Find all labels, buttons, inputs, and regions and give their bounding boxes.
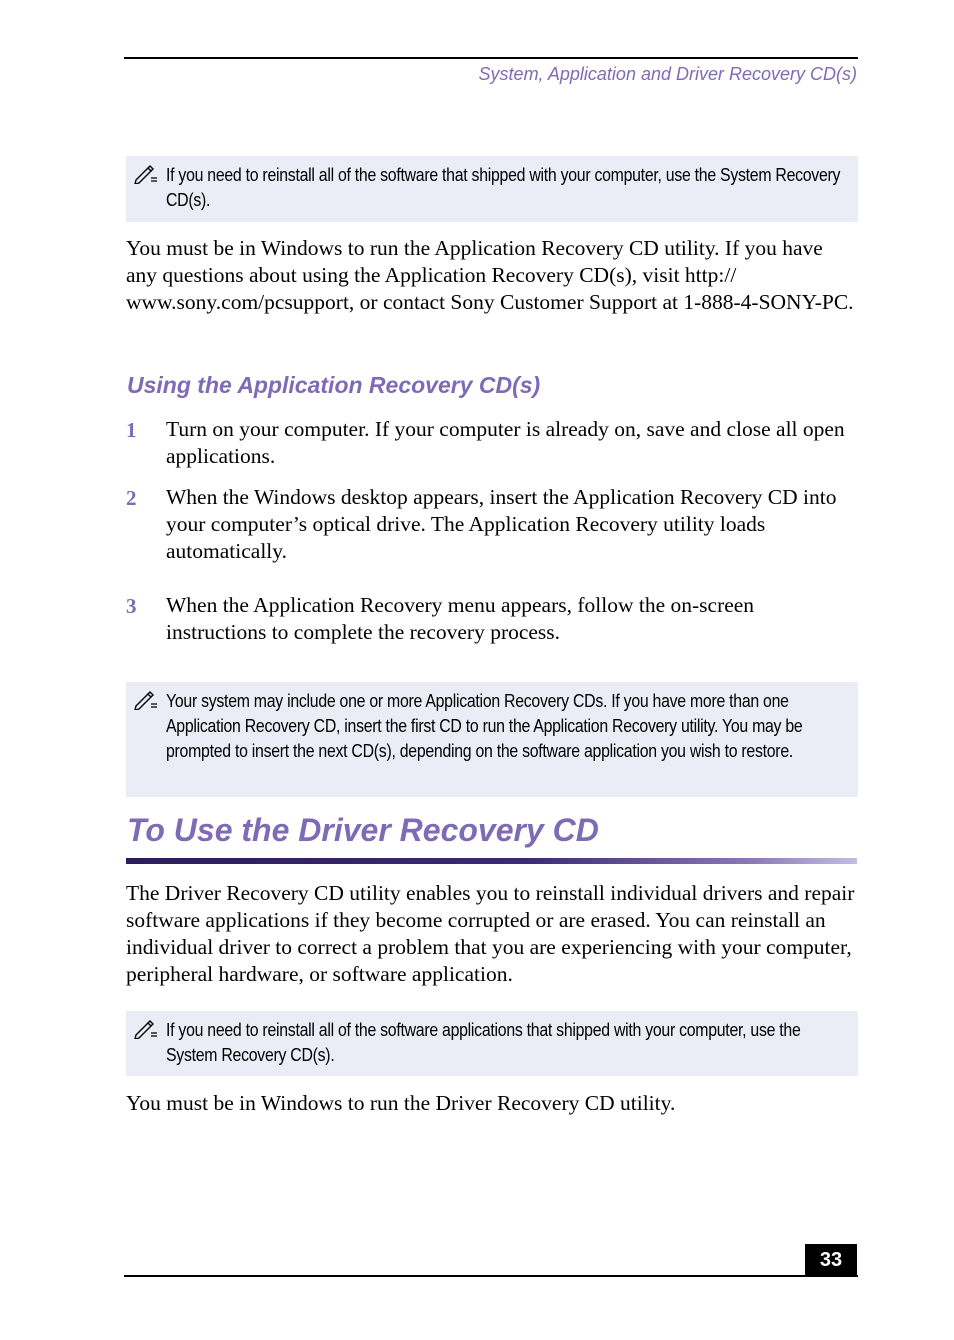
section-title: To Use the Driver Recovery CD [127, 812, 599, 848]
note-box [126, 156, 858, 222]
note-text: If you need to reinstall all of the software that shipped with your computer, use the System Recovery CD(s). [166, 165, 841, 210]
section-rule [126, 858, 857, 864]
pencil-note-icon [134, 1019, 158, 1039]
step-text: Turn on your computer. If your computer is already on, save and close all open applications. [166, 417, 845, 468]
subheading: Using the Application Recovery CD(s) [127, 372, 541, 398]
step-number: 3 [126, 594, 137, 618]
pencil-note-icon [134, 164, 158, 184]
step-number: 1 [126, 418, 137, 442]
header-rule [124, 57, 858, 59]
step-text: When the Windows desktop appears, insert the Application Recovery CD into your computer’s optical drive. The Application Recovery utility loads automatically. [166, 485, 837, 563]
step-number: 2 [126, 486, 137, 510]
closing-paragraph: You must be in Windows to run the Driver Recovery CD utility. [126, 1091, 676, 1115]
intro-paragraph: You must be in Windows to run the Application Recovery CD utility. If you have any questions about using the Application Recovery CD(s), visit http:// www.sony.com/pcsupport, or contact Sony Customer Support at 1-888-4-SONY-PC. [126, 236, 854, 314]
step-text: When the Application Recovery menu appears, follow the on-screen instructions to complete the recovery process. [166, 593, 755, 644]
page-number: 33 [805, 1244, 857, 1276]
section-paragraph: The Driver Recovery CD utility enables you to reinstall individual drivers and repair software applications if they become corrupted or are erased. You can reinstall an individual driver to correct a problem that you are experiencing with your computer, peripheral hardware, or software application. [126, 881, 855, 986]
note-box [126, 1011, 858, 1076]
note-text: Your system may include one or more Application Recovery CDs. If you have more than one Application Recovery CD, insert the first CD to run the Application Recovery utility. You may be prompted to insert the next CD(s), depending on the software application you wish to restore. [166, 691, 803, 761]
footer-rule [124, 1275, 858, 1277]
pencil-note-icon [134, 690, 158, 710]
running-header: System, Application and Driver Recovery CD(s) [478, 64, 857, 84]
note-box [126, 682, 858, 797]
note-text: If you need to reinstall all of the software applications that shipped with your computer, use the System Recovery CD(s). [166, 1020, 801, 1065]
